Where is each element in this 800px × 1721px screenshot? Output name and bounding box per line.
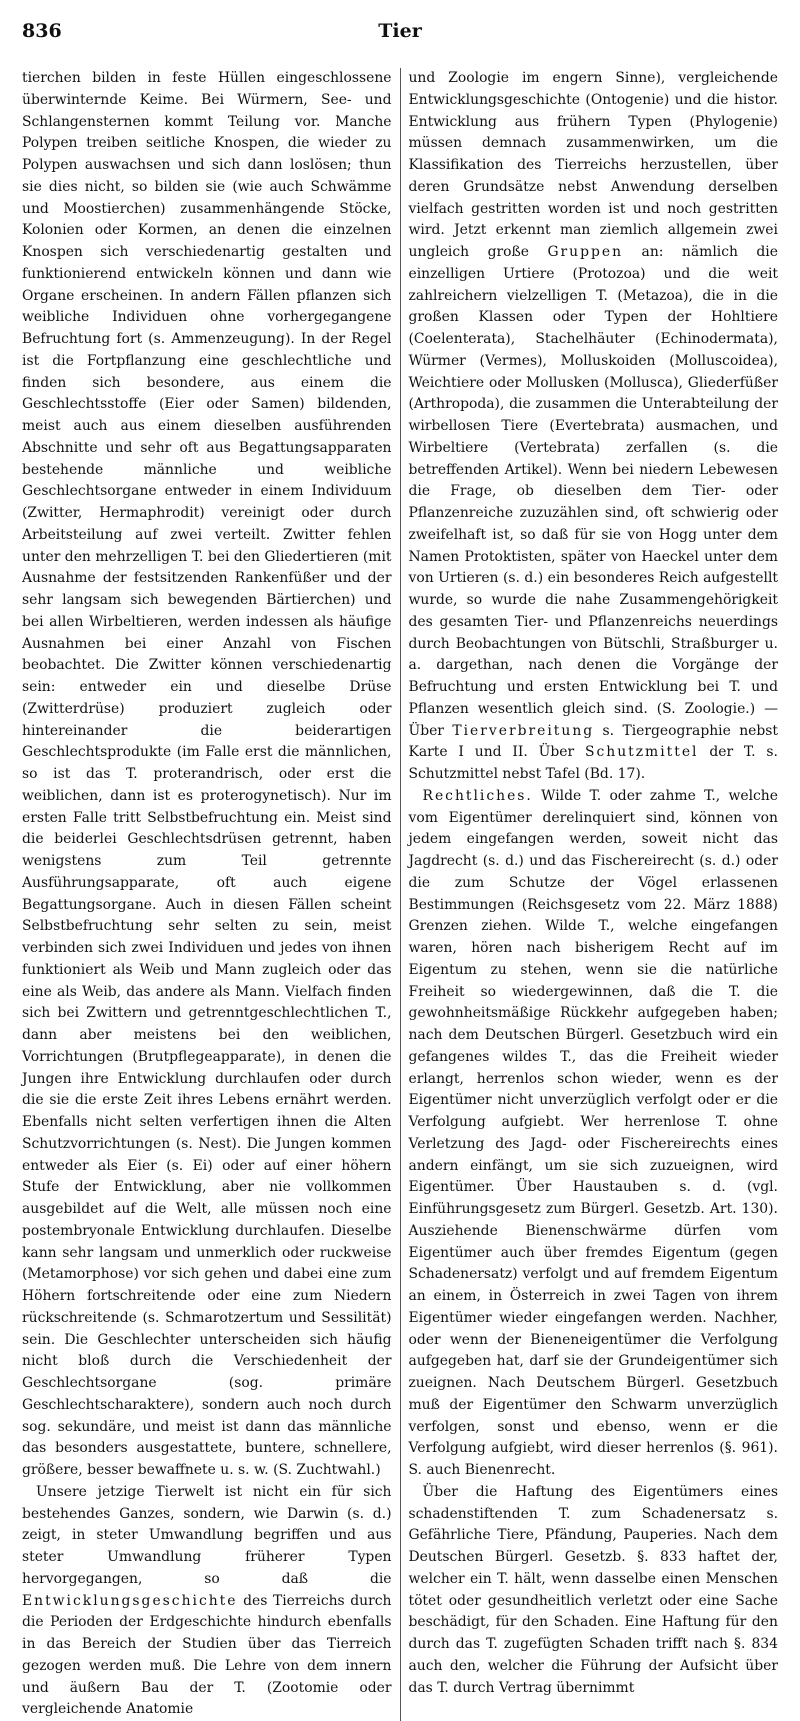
paragraph: Über die Haftung des Eigentümers eines schadenstiftenden T. zum Schadenersatz s. Gefährliche Tiere, Pfändung, Pauperies. Nach dem Deutschen Bürgerl. Gesetzb. §. 833 haftet der, welcher ein T. hält, wenn dasselbe einen Menschen tötet oder gesundheitlich verletzt oder eine Sache beschädigt, für den Schaden. Eine Haftung für den durch das T. zugefügten Schaden trifft nach §. 834 auch den, welcher die Führung der Aufsicht über das T. durch Vertrag übernimmt [408, 1483, 778, 1696]
left-column [22, 68, 392, 1721]
paragraph [408, 68, 778, 786]
spaced-term: Tierverbreitung [452, 722, 595, 739]
section-heading: Rechtliches. [422, 787, 533, 804]
spaced-term: Entwicklungsgeschichte [22, 1592, 238, 1609]
paragraph [408, 786, 778, 1482]
text-run: und Zoologie im engern Sinne), vergleichende Entwicklungsgeschichte (Ontogenie) und die histor. Entwicklung aus frühern Typen (Phylogenie) müssen demnach zusammenwirken, um die Klassifikation des Tierreichs herzustellen, über deren Grundsätze nebst Anwendung derselben vielfach gestritten worden ist und noch gestritten wird. Jetzt erkennt man ziemlich allgemein zwei ungleich große [408, 70, 778, 260]
paragraph: tierchen bilden in feste Hüllen eingeschlossene überwinternde Keime. Bei Würmern, See- und Schlangensternen kommt Teilung vor. Manche Polypen treiben seitliche Knospen, die wieder zu Polypen auswachsen und sich dann loslösen; thun sie dies nicht, so bilden sie (wie auch Schwämme und Moostierchen) zusammenhängende Stöcke, Kolonien oder Kormen, an denen die einzelnen Knospen sich verschiedenartig gestalten und funktionierend entwickeln können und dann wie Organe erscheinen. In andern Fällen pflanzen sich weibliche Individuen ohne vorhergegangene Befruchtung fort (s. Ammenzeugung). In der Regel ist die Fortpflanzung eine geschlechtliche und finden sich besondere, aus einem die Geschlechtsstoffe (Eier oder Samen) bildenden, meist auch aus einem dieselben ausführenden Abschnitte und sehr oft aus Begattungsapparaten bestehende männliche und weibliche Geschlechtsorgane entweder in einem Individuum (Zwitter, Hermaphrodit) vereinigt oder durch Arbeitsteilung auf zwei verteilt. Zwitter fehlen unter den mehrzelligen T. bei den Gliedertieren (mit Ausnahme der festsitzenden Rankenfüßer und der sehr langsam sich bewegenden Bärtierchen) und bei allen Wirbeltieren, werden indessen als häufige Ausnahmen bei einer Anzahl von Fischen beobachtet. Die Zwitter können verschiedenartig sein: entweder ein und dieselbe Drüse (Zwitterdrüse) produziert zugleich oder hintereinander die beiderartigen Geschlechtsprodukte (im Falle erst die männlichen, so ist das T. proterandrisch, oder erst die weiblichen, dann ist es proterogynetisch). Nur im ersten Falle tritt Selbstbefruchtung ein. Meist sind die beiderlei Geschlechtsdrüsen getrennt, haben wenigstens zum Teil getrennte Ausführungsapparate, oft auch eigene Begattungsorgane. Auch in diesen Fällen scheint Selbstbefruchtung sehr selten zu sein, meist verbinden sich zwei Individuen und jedes von ihnen funktioniert als Weib und Mann zugleich oder das eine als Weib, das andere als Mann. Vielfach finden sich bei Zwittern und getrenntgeschlechtlichen T., dann aber meistens bei den weiblichen, Vorrichtungen (Brutpflegeapparate), in denen die Jungen ihre Entwicklung durchlaufen oder durch die sie die erste Zeit ihres Lebens ernährt werden. Ebenfalls nicht selten verfertigen ihnen die Alten Schutzvorrichtungen (s. Nest). Die Jungen kommen entweder als Eier (s. Ei) oder auf einer höhern Stufe der Entwicklung, aber nie vollkommen ausgebildet auf die Welt, alle müssen noch eine postembryonale Entwicklung durchlaufen. Dieselbe kann sehr langsam und unmerklich oder ruckweise (Metamorphose) vor sich gehen und dabei eine zum Höhern fortschreitende oder eine zum Niedern rückschreitende (s. Schmarotzertum und Sessilität) sein. Die Geschlechter unterscheiden sich häufig nicht bloß durch die Verschiedenheit der Geschlechtsorgane (sog. primäre Geschlechtscharaktere), sondern auch noch durch sog. sekundäre, und meist ist dann das männliche das besonders ausgestattete, buntere, schnellere, größere, besser bewaffnete u. s. w. (S. Zuchtwahl.) [22, 70, 392, 1478]
text-run: Wilde T. oder zahme T., welche vom Eigentümer derelinquiert sind, können von jedem eingefangen werden, soweit nicht das Jagdrecht (s. d.) und das Fischereirecht (s. d.) oder die zum Schutze der Vögel erlassenen Bestimmungen (Reichsgesetz vom 22. März 1888) Grenzen ziehen. Wilde T., welche eingefangen waren, hören nach bisherigem Recht auf im Eigentum zu stehen, wenn sie die natürliche Freiheit so wiedergewinnen, daß die T. die gewohnheitsmäßige Rückkehr aufgegeben haben; nach dem Deutschen Bürgerl. Gesetzbuch wird ein gefangenes wildes T., das die Freiheit wieder erlangt, herrenlos schon wieder, wenn es der Eigentümer nicht unverzüglich verfolgt oder er die Verfolgung aufgiebt. Wer herrenlose T. ohne Verletzung des Jagd- oder Fischereirechts eines andern einfängt, um sie sich zuzueignen, wird Eigentümer. Über Haustauben s. d. (vgl. Einführungsgesetz zum Bürgerl. Gesetzb. Art. 130). Ausziehende Bienenschwärme dürfen vom Eigentümer auch über fremdes Eigentum (gegen Schadenersatz) verfolgt und auf fremdem Eigentum an einem, in Österreich in zwei Tagen von ihrem Eigentümer wieder eingefangen werden. Nachher, oder wenn der Bieneneigentümer die Verfolgung aufgegeben hat, darf sie der Grundeigentümer sich zueignen. Nach Deutschem Bürgerl. Gesetzbuch muß der Eigentümer den Schwarm unverzüglich verfolgen, sonst und ebenso, wenn er die Verfolgung aufgiebt, wird dieser herrenlos (§. 961). S. auch Bienenrecht. [408, 787, 778, 1478]
text-run: Unsere jetzige Tierwelt ist nicht ein für sich bestehendes Ganzes, sondern, wie Darwin (s. d.) zeigt, in steter Umwandlung begriffen und aus steter Umwandlung früherer Typen hervorgegangen, so daß die [22, 1483, 392, 1587]
page-number: 836 [22, 20, 62, 42]
page-header [22, 20, 778, 58]
spaced-term: Schutzmittel [584, 744, 699, 761]
spaced-term: Gruppen [547, 244, 624, 260]
column-divider [400, 68, 401, 1721]
text-run: der T. s. Schutzmittel nebst Tafel (Bd. 17). [408, 744, 778, 782]
text-run: s. Tiergeographie nebst Karte I und II. Über [408, 722, 778, 761]
right-column [408, 68, 778, 1721]
text-columns [22, 68, 778, 1721]
paragraph [22, 1482, 392, 1721]
running-head: Tier [378, 20, 422, 42]
text-run: des Tierreichs durch die Perioden der Erdgeschichte hindurch ebenfalls in das Bereich der Studien über das Tierreich gezogen werden muß. Die Lehre von dem innern und äußern Bau der T. (Zootomie oder vergleichende Anatomie [22, 1592, 392, 1718]
text-run: an: nämlich die einzelligen Urtiere (Protozoa) und die weit zahlreichern vielzelligen T. (Metazoa), die in die großen Klassen oder Typen der Hohltiere (Coelenterata), Stachelhäuter (Echinodermata), Würmer (Vermes), Molluskoiden (Molluscoidea), Weichtiere oder Mollusken (Mollusca), Gliederfüßer (Arthropoda), die zusammen die Unterabteilung der wirbellosen Tiere (Evertebrata) ausmachen, und Wirbeltiere (Vertebrata) zerfallen (s. die betreffenden Artikel). Wenn bei niedern Lebewesen die Frage, ob dieselben dem Tier- oder Pflanzenreiche zuzuzählen sind, oft schwierig oder zweifelhaft ist, so daß für sie von Hogg unter dem Namen Protoktisten, später von Haeckel unter dem von Urtieren (s. d.) ein besonderes Reich aufgestellt wurde, so wurde die nahe Zusammengehörigkeit des gesamten Tier- und Pflanzenreichs neuerdings durch Beobachtungen von Bütschli, Straßburger u. a. dargethan, nach denen die Vorgänge der Befruchtung und ersten Entwicklung bei T. und Pflanzen wesentlich gleich sind. (S. Zoologie.) — Über [408, 244, 778, 739]
